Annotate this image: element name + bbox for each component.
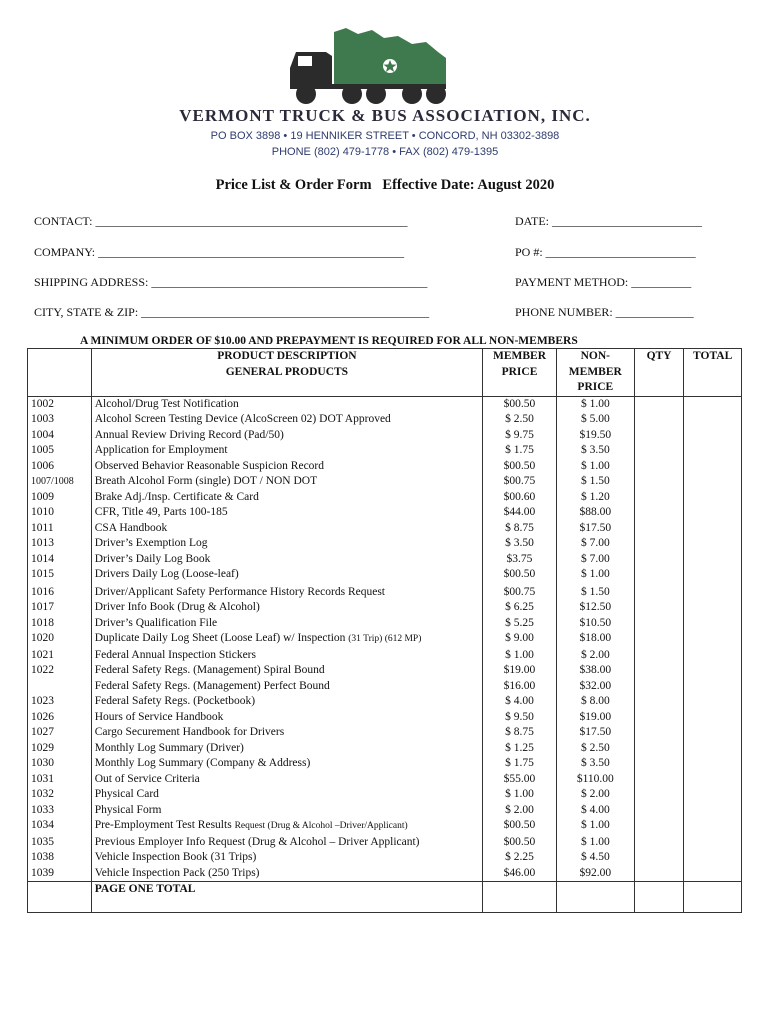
product-description-text: Alcohol Screen Testing Device (AlcoScreen 02) DOT Approved (94, 413, 391, 425)
nonmember-price: $ 1.00 (556, 459, 634, 475)
product-code: 1009 (28, 490, 92, 506)
product-code: 1018 (28, 616, 92, 632)
product-description (91, 866, 482, 882)
product-description-text: Drivers Daily Log (Loose-leaf) (94, 568, 239, 580)
qty-cell[interactable] (634, 474, 684, 490)
product-description-text: Observed Behavior Reasonable Suspicion Record (94, 459, 325, 472)
city-state-zip-field[interactable]: CITY, STATE & ZIP: ________________________________________________ (34, 305, 430, 319)
qty-cell[interactable] (634, 505, 684, 521)
description-header-line1: PRODUCT DESCRIPTION (217, 350, 357, 362)
member-price: $00.50 (483, 835, 557, 851)
table-row (28, 600, 742, 616)
qty-cell[interactable] (634, 725, 684, 741)
total-cell[interactable] (684, 459, 742, 475)
member-price: $00.50 (483, 396, 557, 412)
page-total-label: PAGE ONE TOTAL (91, 882, 482, 913)
nonmember-price: $ 4.50 (556, 850, 634, 866)
product-code: 1022 (28, 663, 92, 679)
table-row (28, 474, 742, 490)
table-row (28, 536, 742, 552)
product-description-text: Driver Info Book (Drug & Alcohol) (94, 601, 260, 613)
total-cell[interactable] (684, 428, 742, 444)
product-code: 1004 (28, 428, 92, 444)
organization-name: VERMONT TRUCK & BUS ASSOCIATION, INC. (179, 106, 591, 125)
total-cell[interactable] (684, 412, 742, 428)
table-row (28, 648, 742, 664)
product-description (91, 694, 482, 710)
page-total-row (28, 882, 742, 913)
table-row (28, 631, 742, 648)
product-description (91, 536, 482, 552)
total-cell[interactable] (684, 818, 742, 835)
table-row (28, 835, 742, 851)
total-cell[interactable] (684, 505, 742, 521)
description-header-line2: GENERAL PRODUCTS (225, 365, 349, 378)
table-row (28, 396, 742, 412)
member-price: $ 3.50 (483, 536, 557, 552)
product-code: 1027 (28, 725, 92, 741)
product-code: 1023 (28, 694, 92, 710)
nonmember-price-header-line3: PRICE (577, 381, 614, 393)
total-cell[interactable] (684, 772, 742, 788)
total-cell[interactable] (684, 616, 742, 632)
member-price: $ 6.25 (483, 600, 557, 616)
product-description-text: Federal Annual Inspection Stickers (94, 648, 256, 661)
product-description (91, 443, 482, 459)
member-price: $16.00 (483, 679, 557, 695)
qty-cell[interactable] (634, 600, 684, 616)
form-title: Price List & Order Form Effective Date: August 2020 (215, 177, 555, 193)
product-description (91, 505, 482, 521)
total-cell[interactable] (684, 756, 742, 772)
member-price: $ 1.00 (483, 787, 557, 803)
product-description (91, 741, 482, 757)
nonmember-price: $ 1.50 (556, 474, 634, 490)
product-description (91, 725, 482, 741)
organization-phone: PHONE (802) 479-1778 • FAX (802) 479-1395 (271, 146, 499, 158)
qty-cell[interactable] (634, 490, 684, 506)
nonmember-price: $ 7.00 (556, 536, 634, 552)
table-row (28, 710, 742, 726)
table-row (28, 552, 742, 568)
product-description-text: Out of Service Criteria (94, 772, 200, 785)
member-price: $00.50 (483, 818, 557, 835)
po-number-field[interactable]: PO #: _________________________ (515, 245, 696, 259)
product-description-text: Breath Alcohol Form (single) DOT / NON DOT (94, 475, 318, 487)
member-price: $ 1.75 (483, 756, 557, 772)
table-row (28, 428, 742, 444)
member-price: $ 4.00 (483, 694, 557, 710)
nonmember-price: $18.00 (556, 631, 634, 648)
member-price-header (483, 349, 557, 397)
organization-address: PO BOX 3898 • 19 HENNIKER STREET • CONCORD, NH 03302-3898 (210, 130, 560, 142)
member-price: $ 8.75 (483, 521, 557, 537)
member-price: $3.75 (483, 552, 557, 568)
nonmember-price: $92.00 (556, 866, 634, 882)
table-row (28, 443, 742, 459)
product-code: 1026 (28, 710, 92, 726)
total-header: TOTAL (684, 349, 742, 397)
qty-cell[interactable] (634, 428, 684, 444)
nonmember-price: $10.50 (556, 616, 634, 632)
member-price: $ 5.25 (483, 616, 557, 632)
qty-cell[interactable] (634, 567, 684, 583)
table-row (28, 505, 742, 521)
page-total-member-cell (483, 882, 557, 913)
date-field[interactable]: DATE: _________________________ (515, 214, 702, 228)
table-row (28, 459, 742, 475)
shipping-address-field[interactable]: SHIPPING ADDRESS: ______________________________________________ (34, 275, 428, 289)
member-price: $00.75 (483, 583, 557, 601)
total-cell[interactable] (684, 679, 742, 695)
product-description-text: Federal Safety Regs. (Management) Spiral Bound (94, 664, 325, 676)
product-description (91, 787, 482, 803)
qty-cell[interactable] (634, 521, 684, 537)
phone-number-field[interactable]: PHONE NUMBER: _____________ (515, 305, 694, 319)
code-header (28, 349, 92, 397)
product-code (28, 679, 92, 695)
product-code: 1013 (28, 536, 92, 552)
table-row (28, 583, 742, 601)
member-price: $ 2.00 (483, 803, 557, 819)
table-row (28, 490, 742, 506)
table-row (28, 412, 742, 428)
product-description (91, 850, 482, 866)
nonmember-price: $ 3.50 (556, 443, 634, 459)
product-description-text: Duplicate Daily Log Sheet (Loose Leaf) w/ Inspection (94, 632, 346, 644)
product-description (91, 490, 482, 506)
product-description-text: Federal Safety Regs. (Management) Perfect Bound (94, 679, 330, 692)
truck-logo-icon (286, 26, 466, 106)
product-code: 1006 (28, 459, 92, 475)
table-row (28, 756, 742, 772)
nonmember-price: $ 5.00 (556, 412, 634, 428)
total-cell[interactable] (684, 443, 742, 459)
nonmember-price: $12.50 (556, 600, 634, 616)
product-description-text: Vehicle Inspection Pack (250 Trips) (94, 866, 260, 879)
product-description (91, 710, 482, 726)
product-description (91, 648, 482, 664)
total-cell[interactable] (684, 803, 742, 819)
product-description (91, 616, 482, 632)
table-row (28, 679, 742, 695)
product-description (91, 474, 482, 490)
table-row (28, 725, 742, 741)
total-cell[interactable] (684, 490, 742, 506)
member-price: $ 2.25 (483, 850, 557, 866)
product-code: 1032 (28, 787, 92, 803)
product-description (91, 600, 482, 616)
product-description (91, 583, 482, 601)
total-cell[interactable] (684, 850, 742, 866)
product-description-text: Driver’s Exemption Log (94, 537, 208, 549)
product-description-text: Monthly Log Summary (Driver) (94, 741, 244, 754)
product-code: 1035 (28, 835, 92, 851)
member-price: $55.00 (483, 772, 557, 788)
member-price: $00.75 (483, 474, 557, 490)
product-code: 1039 (28, 866, 92, 882)
qty-cell[interactable] (634, 631, 684, 648)
nonmember-price-header (556, 349, 634, 397)
page-total-code-cell (28, 882, 92, 913)
member-price: $00.50 (483, 459, 557, 475)
nonmember-price: $ 2.00 (556, 787, 634, 803)
nonmember-price: $19.50 (556, 428, 634, 444)
nonmember-price: $17.50 (556, 725, 634, 741)
product-description (91, 818, 482, 835)
product-description-text: Federal Safety Regs. (Pocketbook) (94, 695, 256, 707)
member-price: $ 8.75 (483, 725, 557, 741)
qty-cell[interactable] (634, 552, 684, 568)
table-row (28, 803, 742, 819)
product-code: 1029 (28, 741, 92, 757)
total-cell[interactable] (684, 648, 742, 664)
qty-cell[interactable] (634, 741, 684, 757)
total-cell[interactable] (684, 552, 742, 568)
product-code: 1010 (28, 505, 92, 521)
table-row (28, 850, 742, 866)
qty-cell[interactable] (634, 396, 684, 412)
product-code: 1016 (28, 583, 92, 601)
member-price: $ 9.00 (483, 631, 557, 648)
table-row (28, 741, 742, 757)
table-row (28, 567, 742, 583)
nonmember-price-header-line1: NON- (580, 350, 611, 362)
total-cell[interactable] (684, 866, 742, 882)
nonmember-price: $38.00 (556, 663, 634, 679)
product-description-text: Previous Employer Info Request (Drug & Alcohol – Driver Applicant) (94, 835, 420, 848)
qty-cell[interactable] (634, 803, 684, 819)
product-description-text: CFR, Title 49, Parts 100-185 (94, 506, 228, 518)
qty-cell[interactable] (634, 866, 684, 882)
order-table (27, 348, 742, 913)
member-price: $ 9.75 (483, 428, 557, 444)
qty-cell[interactable] (634, 710, 684, 726)
product-code: 1014 (28, 552, 92, 568)
qty-cell[interactable] (634, 818, 684, 835)
total-cell[interactable] (684, 583, 742, 601)
member-price: $00.60 (483, 490, 557, 506)
product-code: 1020 (28, 631, 92, 648)
product-description-text: CSA Handbook (94, 521, 168, 534)
qty-cell[interactable] (634, 850, 684, 866)
nonmember-price: $ 7.00 (556, 552, 634, 568)
qty-cell[interactable] (634, 459, 684, 475)
qty-cell[interactable] (634, 679, 684, 695)
table-row (28, 818, 742, 835)
member-price: $00.50 (483, 567, 557, 583)
table-header-row (28, 349, 742, 397)
qty-cell[interactable] (634, 536, 684, 552)
product-description (91, 803, 482, 819)
company-field[interactable]: COMPANY: ___________________________________________________ (34, 245, 405, 259)
qty-cell[interactable] (634, 663, 684, 679)
total-cell[interactable] (684, 835, 742, 851)
total-cell[interactable] (684, 567, 742, 583)
product-description (91, 663, 482, 679)
total-cell[interactable] (684, 474, 742, 490)
qty-header: QTY (634, 349, 684, 397)
total-cell[interactable] (684, 631, 742, 648)
product-description-text: Pre-Employment Test Results (94, 819, 232, 831)
total-cell[interactable] (684, 396, 742, 412)
nonmember-price: $ 4.00 (556, 803, 634, 819)
product-description-text: Alcohol/Drug Test Notification (94, 397, 239, 410)
product-description (91, 552, 482, 568)
product-description-text: Physical Form (94, 803, 162, 816)
qty-cell[interactable] (634, 772, 684, 788)
member-price: $ 2.50 (483, 412, 557, 428)
nonmember-price: $ 8.00 (556, 694, 634, 710)
nonmember-price: $32.00 (556, 679, 634, 695)
qty-cell[interactable] (634, 694, 684, 710)
member-price: $44.00 (483, 505, 557, 521)
product-description (91, 396, 482, 412)
product-description-text: Physical Card (94, 788, 159, 800)
table-row (28, 866, 742, 882)
product-description-text: Monthly Log Summary (Company & Address) (94, 757, 311, 769)
page-total-nonmember-cell (556, 882, 634, 913)
qty-cell[interactable] (634, 443, 684, 459)
nonmember-price: $ 1.20 (556, 490, 634, 506)
table-row (28, 521, 742, 537)
total-cell[interactable] (684, 725, 742, 741)
product-description (91, 459, 482, 475)
product-description (91, 835, 482, 851)
product-description-text: Annual Review Driving Record (Pad/50) (94, 428, 284, 441)
product-code: 1015 (28, 567, 92, 583)
product-description (91, 428, 482, 444)
page-total-qty-cell[interactable] (634, 882, 684, 913)
product-description (91, 412, 482, 428)
product-code: 1002 (28, 396, 92, 412)
nonmember-price: $ 1.00 (556, 835, 634, 851)
nonmember-price: $ 3.50 (556, 756, 634, 772)
member-price: $ 1.00 (483, 648, 557, 664)
table-row (28, 772, 742, 788)
nonmember-price: $ 2.50 (556, 741, 634, 757)
product-description-text: Vehicle Inspection Book (31 Trips) (94, 851, 257, 863)
payment-method-field[interactable]: PAYMENT METHOD: __________ (515, 275, 692, 289)
total-cell[interactable] (684, 663, 742, 679)
qty-cell[interactable] (634, 648, 684, 664)
product-description-text: Hours of Service Handbook (94, 710, 224, 723)
product-code: 1033 (28, 803, 92, 819)
product-code: 1031 (28, 772, 92, 788)
product-description (91, 756, 482, 772)
minimum-order-note: A MINIMUM ORDER OF $10.00 AND PREPAYMENT IS REQUIRED FOR ALL NON-MEMBERS (80, 335, 578, 347)
product-code: 1017 (28, 600, 92, 616)
qty-cell[interactable] (634, 756, 684, 772)
product-code: 1003 (28, 412, 92, 428)
table-row (28, 663, 742, 679)
product-description-text: Driver’s Qualification File (94, 616, 218, 629)
product-description-note: Request (Drug & Alcohol –Driver/Applicant) (234, 821, 408, 831)
qty-cell[interactable] (634, 616, 684, 632)
product-description-text: Brake Adj./Insp. Certificate & Card (94, 490, 259, 503)
table-row (28, 694, 742, 710)
table-row (28, 787, 742, 803)
member-price: $ 1.25 (483, 741, 557, 757)
member-price: $19.00 (483, 663, 557, 679)
nonmember-price: $ 1.00 (556, 818, 634, 835)
description-header (91, 349, 482, 397)
member-price: $ 9.50 (483, 710, 557, 726)
member-price-header-line1: MEMBER (492, 350, 546, 362)
total-cell[interactable] (684, 787, 742, 803)
nonmember-price: $110.00 (556, 772, 634, 788)
nonmember-price: $ 1.00 (556, 567, 634, 583)
page-total-amount-cell[interactable] (684, 882, 742, 913)
product-code: 1021 (28, 648, 92, 664)
total-cell[interactable] (684, 710, 742, 726)
total-cell[interactable] (684, 694, 742, 710)
member-price: $46.00 (483, 866, 557, 882)
product-description-text: Driver’s Daily Log Book (94, 552, 211, 565)
product-description (91, 679, 482, 695)
nonmember-price: $88.00 (556, 505, 634, 521)
qty-cell[interactable] (634, 835, 684, 851)
qty-cell[interactable] (634, 787, 684, 803)
total-cell[interactable] (684, 536, 742, 552)
table-row (28, 616, 742, 632)
member-price: $ 1.75 (483, 443, 557, 459)
product-description-text: Cargo Securement Handbook for Drivers (94, 726, 285, 738)
qty-cell[interactable] (634, 412, 684, 428)
total-cell[interactable] (684, 741, 742, 757)
product-code: 1034 (28, 818, 92, 835)
product-code: 1011 (28, 521, 92, 537)
product-description (91, 772, 482, 788)
product-code: 1038 (28, 850, 92, 866)
nonmember-price: $ 2.00 (556, 648, 634, 664)
nonmember-price-header-line2: MEMBER (568, 365, 622, 378)
member-price-header-line2: PRICE (501, 365, 538, 378)
product-description (91, 631, 482, 648)
product-description-text: Driver/Applicant Safety Performance History Records Request (94, 585, 385, 598)
product-description-text: Application for Employment (94, 444, 228, 456)
product-description-note: (31 Trip) (612 MP) (348, 634, 422, 644)
nonmember-price: $17.50 (556, 521, 634, 537)
product-code: 1030 (28, 756, 92, 772)
product-description (91, 521, 482, 537)
total-cell[interactable] (684, 600, 742, 616)
total-cell[interactable] (684, 521, 742, 537)
nonmember-price: $19.00 (556, 710, 634, 726)
nonmember-price: $ 1.50 (556, 583, 634, 601)
product-description (91, 567, 482, 583)
product-code: 1007/1008 (28, 474, 92, 490)
qty-cell[interactable] (634, 583, 684, 601)
contact-field[interactable]: CONTACT: ____________________________________________________ (34, 214, 408, 228)
product-code: 1005 (28, 443, 92, 459)
nonmember-price: $ 1.00 (556, 396, 634, 412)
